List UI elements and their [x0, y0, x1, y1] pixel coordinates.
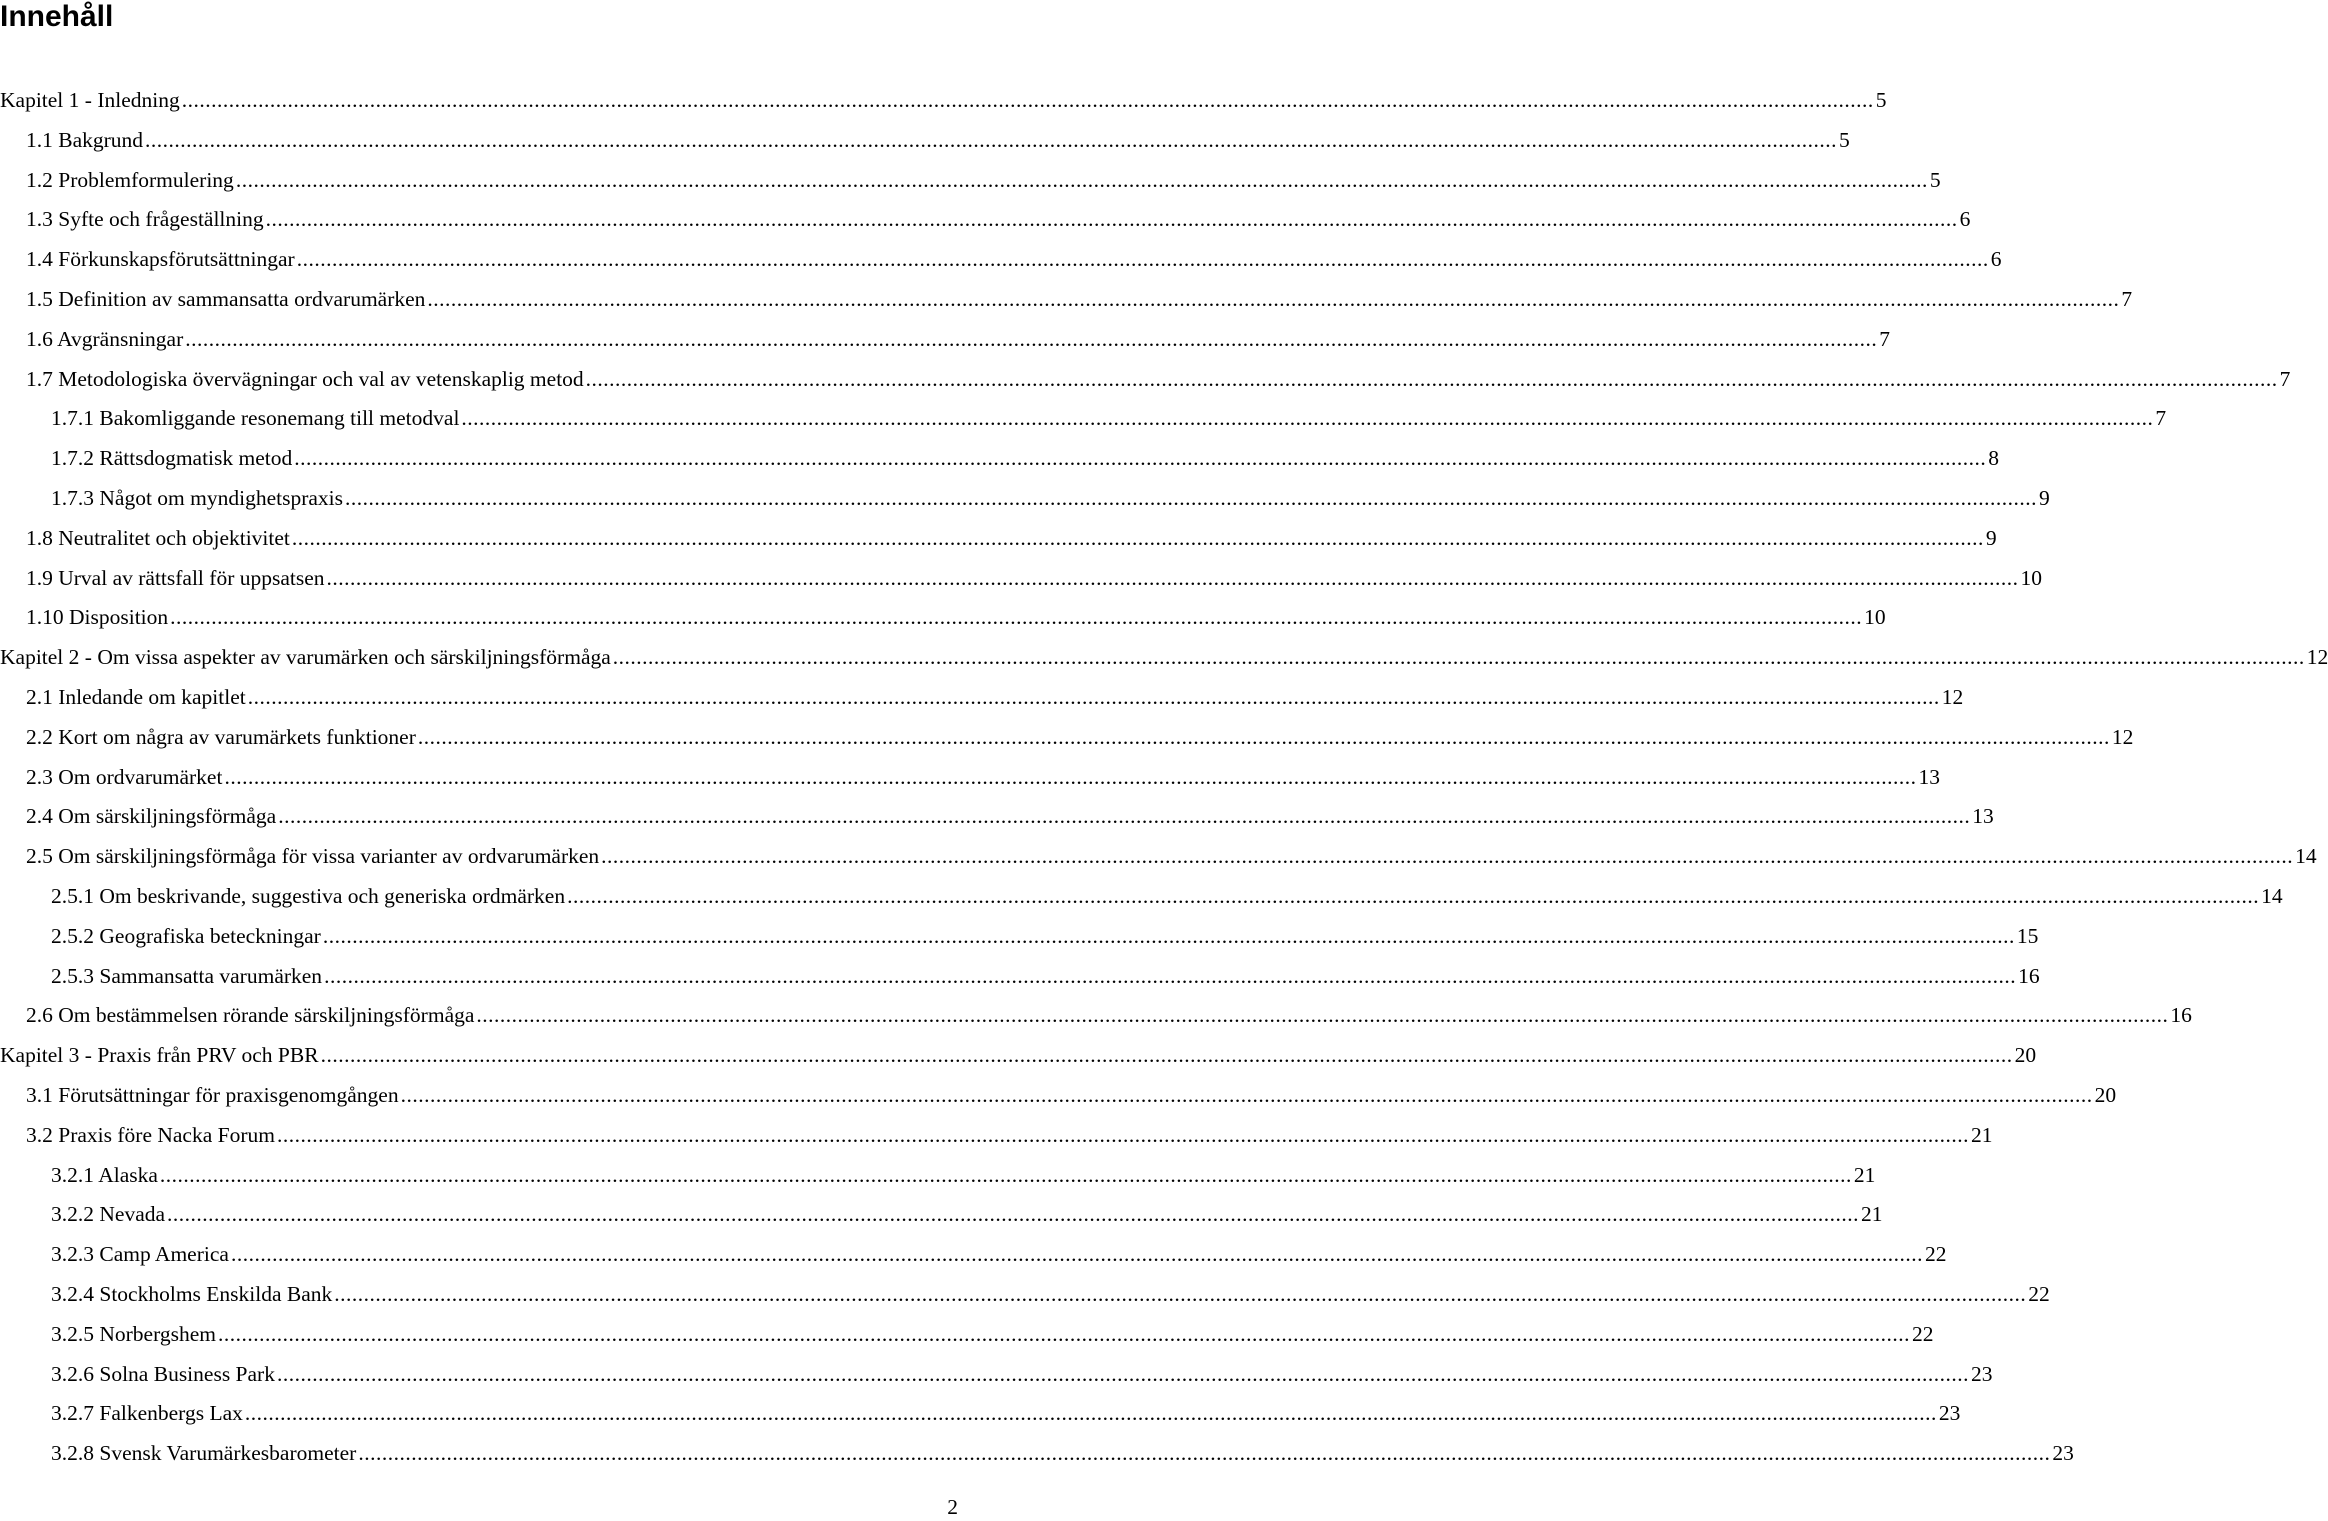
- dot-leader: [231, 1235, 1923, 1275]
- toc-entry[interactable]: [0, 519, 1997, 559]
- toc-entry-title: 1.7.1 Bakomliggande resonemang till metodval: [51, 406, 460, 431]
- toc-entry-page-number: 6: [1990, 247, 2002, 272]
- dot-leader: [567, 877, 2259, 917]
- toc-entry[interactable]: [0, 1275, 2050, 1315]
- page-title: Innehåll: [0, 0, 114, 33]
- toc-entry-title: 1.6 Avgränsningar: [26, 326, 184, 351]
- dot-leader: [170, 598, 1862, 638]
- toc-entry-page-number: 16: [2018, 963, 2040, 988]
- toc-entry-title: 3.2.7 Falkenbergs Lax: [51, 1401, 243, 1426]
- toc-entry-page-number: 22: [2028, 1281, 2050, 1306]
- toc-entry-title: 1.5 Definition av sammansatta ordvarumärken: [26, 286, 426, 311]
- toc-entry-page-number: 10: [2020, 565, 2043, 590]
- toc-entry-title: 3.1 Förutsättningar för praxisgenomgången: [26, 1082, 399, 1107]
- toc-entry-page-number: 21: [1861, 1202, 1883, 1227]
- toc-entry-title: 2.4 Om särskiljningsförmåga: [26, 804, 277, 829]
- dot-leader: [418, 718, 2110, 758]
- toc-entry-page-number: 12: [1941, 684, 1964, 709]
- toc-entry-page-number: 12: [2306, 645, 2328, 670]
- toc-entry-title: 2.5.2 Geografiska beteckningar: [51, 923, 321, 948]
- toc-entry-title: 1.7 Metodologiska övervägningar och val av vetenskaplig metod: [26, 366, 584, 391]
- toc-entry-page-number: 7: [2279, 366, 2291, 391]
- dot-leader: [401, 1076, 2093, 1116]
- table-of-contents: [0, 81, 2328, 1474]
- toc-entry-page-number: 7: [1879, 326, 1890, 351]
- toc-entry[interactable]: [0, 280, 2133, 320]
- toc-entry[interactable]: [0, 1116, 1993, 1156]
- dot-leader: [613, 638, 2305, 678]
- toc-entry[interactable]: [0, 1036, 2037, 1076]
- dot-leader: [160, 1156, 1852, 1196]
- toc-entry-page-number: 14: [2261, 883, 2283, 908]
- toc-entry-title: 1.4 Förkunskapsförutsättningar: [26, 247, 295, 272]
- toc-entry-title: 3.2.6 Solna Business Park: [51, 1361, 275, 1386]
- toc-entry[interactable]: [0, 1434, 2074, 1474]
- toc-entry[interactable]: [0, 121, 1850, 161]
- toc-entry-title: 3.2.8 Svensk Varumärkesbarometer: [51, 1441, 357, 1466]
- toc-entry-title: 3.2.3 Camp America: [51, 1242, 229, 1267]
- toc-entry-page-number: 9: [2039, 485, 2050, 510]
- toc-entry-title: 3.2.5 Norbergshem: [51, 1321, 217, 1346]
- toc-entry-title: 2.5.3 Sammansatta varumärken: [51, 963, 323, 988]
- dot-leader: [185, 320, 1877, 360]
- toc-entry[interactable]: [0, 81, 1887, 121]
- dot-leader: [224, 758, 1916, 798]
- toc-entry-title: 2.3 Om ordvarumärket: [26, 764, 223, 789]
- toc-entry[interactable]: [0, 837, 2317, 877]
- toc-entry[interactable]: [0, 200, 1971, 240]
- toc-entry[interactable]: [0, 1195, 1883, 1235]
- dot-leader: [145, 121, 1837, 161]
- toc-entry-page-number: 16: [2170, 1003, 2192, 1028]
- toc-entry-title: 2.1 Inledande om kapitlet: [26, 684, 246, 709]
- toc-entry[interactable]: [0, 678, 1964, 718]
- dot-leader: [167, 1195, 1859, 1235]
- toc-entry[interactable]: [0, 479, 2050, 519]
- toc-entry[interactable]: [0, 917, 2039, 957]
- dot-leader: [476, 996, 2168, 1036]
- toc-entry[interactable]: [0, 1394, 1961, 1434]
- toc-entry-page-number: 10: [1864, 605, 1886, 630]
- toc-entry[interactable]: [0, 1156, 1876, 1196]
- toc-entry-page-number: 12: [2111, 724, 2134, 749]
- toc-entry[interactable]: [0, 240, 2002, 280]
- toc-entry-title: Kapitel 2 - Om vissa aspekter av varumärken och särskiljningsförmåga: [0, 645, 611, 670]
- dot-leader: [248, 678, 1940, 718]
- dot-leader: [461, 399, 2153, 439]
- toc-entry[interactable]: [0, 877, 2283, 917]
- toc-entry-title: 1.2 Problemformulering: [26, 167, 234, 192]
- toc-entry[interactable]: [0, 399, 2167, 439]
- toc-entry-page-number: 5: [1875, 88, 1887, 112]
- toc-entry-title: 3.2.1 Alaska: [51, 1162, 158, 1187]
- dot-leader: [297, 240, 1989, 280]
- toc-entry-page-number: 22: [1924, 1242, 1947, 1267]
- toc-entry-page-number: 5: [1929, 167, 1941, 192]
- dot-leader: [327, 559, 2019, 599]
- toc-entry-title: 3.2 Praxis före Nacka Forum: [26, 1122, 275, 1147]
- toc-entry-title: Kapitel 1 - Inledning: [0, 88, 180, 112]
- toc-entry-page-number: 23: [1970, 1361, 1993, 1386]
- toc-entry-title: 1.3 Syfte och frågeställning: [26, 207, 264, 232]
- dot-leader: [245, 1394, 1937, 1434]
- toc-entry[interactable]: [0, 797, 1994, 837]
- toc-entry-page-number: 7: [2121, 286, 2133, 311]
- toc-entry-title: 1.10 Disposition: [26, 605, 169, 630]
- toc-entry-title: 2.2 Kort om några av varumärkets funktioner: [26, 724, 416, 749]
- dot-leader: [321, 1036, 2013, 1076]
- toc-entry-page-number: 22: [1912, 1321, 1934, 1346]
- toc-entry[interactable]: [0, 320, 1890, 360]
- toc-entry-page-number: 6: [1959, 207, 1971, 232]
- dot-leader: [292, 519, 1984, 559]
- dot-leader: [218, 1315, 1910, 1355]
- toc-entry-title: 1.7.3 Något om myndighetspraxis: [51, 485, 344, 510]
- toc-entry[interactable]: [0, 360, 2291, 400]
- dot-leader: [334, 1275, 2026, 1315]
- dot-leader: [427, 280, 2119, 320]
- toc-entry-title: 2.5.1 Om beskrivande, suggestiva och generiska ordmärken: [51, 883, 566, 908]
- dot-leader: [277, 1116, 1969, 1156]
- toc-entry[interactable]: [0, 439, 2000, 479]
- toc-entry-title: 1.9 Urval av rättsfall för uppsatsen: [26, 565, 325, 590]
- toc-entry-title: 2.6 Om bestämmelsen rörande särskiljningsförmåga: [26, 1003, 475, 1028]
- toc-entry-page-number: 21: [1853, 1162, 1876, 1187]
- toc-entry-title: 1.1 Bakgrund: [26, 127, 144, 152]
- toc-entry-page-number: 23: [2052, 1441, 2074, 1466]
- toc-entry[interactable]: [0, 559, 2043, 599]
- page-number: 2: [947, 1495, 958, 1519]
- toc-entry[interactable]: [0, 957, 2040, 997]
- toc-entry-page-number: 13: [1972, 804, 1994, 829]
- toc-entry[interactable]: [0, 638, 2328, 678]
- toc-entry[interactable]: [0, 1355, 1993, 1395]
- toc-entry-title: 1.8 Neutralitet och objektivitet: [26, 525, 290, 550]
- toc-entry-page-number: 20: [2094, 1082, 2117, 1107]
- toc-entry[interactable]: [0, 996, 2192, 1036]
- dot-leader: [324, 957, 2016, 997]
- toc-entry-page-number: 9: [1985, 525, 1997, 550]
- dot-leader: [345, 479, 2037, 519]
- toc-entry-page-number: 15: [2016, 923, 2039, 948]
- dot-leader: [278, 797, 1970, 837]
- toc-entry-title: Kapitel 3 - Praxis från PRV och PBR: [0, 1043, 319, 1068]
- toc-entry-page-number: 8: [1988, 446, 2000, 471]
- dot-leader: [182, 81, 1874, 121]
- toc-entry[interactable]: [0, 758, 1940, 798]
- toc-entry-page-number: 20: [2014, 1043, 2037, 1068]
- toc-entry-title: 3.2.4 Stockholms Enskilda Bank: [51, 1281, 333, 1306]
- toc-entry-page-number: 23: [1938, 1401, 1961, 1426]
- toc-entry[interactable]: [0, 1235, 1947, 1275]
- dot-leader: [358, 1434, 2050, 1474]
- dot-leader: [277, 1355, 1969, 1395]
- toc-entry-page-number: 5: [1839, 127, 1850, 152]
- dot-leader: [236, 161, 1928, 201]
- toc-entry[interactable]: [0, 598, 1886, 638]
- dot-leader: [601, 837, 2293, 877]
- toc-entry-title: 2.5 Om särskiljningsförmåga för vissa varianter av ordvarumärken: [26, 844, 600, 869]
- toc-entry-page-number: 7: [2155, 406, 2167, 431]
- toc-entry[interactable]: [0, 161, 1941, 201]
- toc-entry-title: 1.7.2 Rättsdogmatisk metod: [51, 446, 293, 471]
- toc-entry-page-number: 21: [1970, 1122, 1993, 1147]
- toc-entry-page-number: 13: [1918, 764, 1940, 789]
- dot-leader: [586, 360, 2278, 400]
- toc-entry[interactable]: [0, 1315, 1934, 1355]
- toc-entry[interactable]: [0, 718, 2134, 758]
- toc-entry[interactable]: [0, 1076, 2117, 1116]
- toc-entry-title: 3.2.2 Nevada: [51, 1202, 166, 1227]
- dot-leader: [294, 439, 1986, 479]
- toc-entry-page-number: 14: [2295, 844, 2317, 869]
- dot-leader: [266, 200, 1958, 240]
- dot-leader: [323, 917, 2015, 957]
